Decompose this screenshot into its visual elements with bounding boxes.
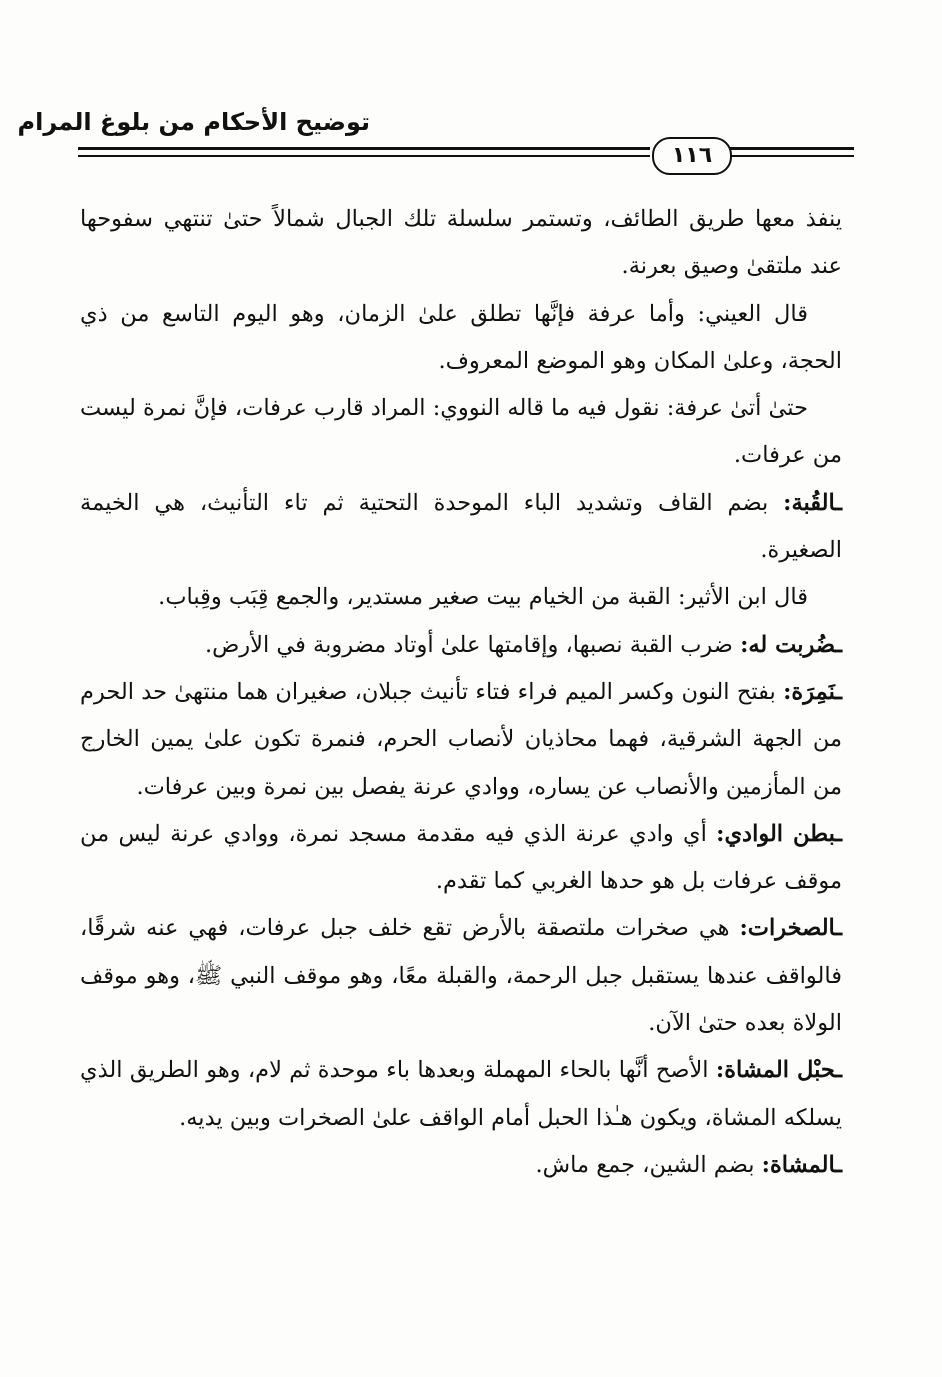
- entry-term: حبْل المشاة:: [715, 1057, 836, 1084]
- header-rule-right-top: [730, 147, 854, 150]
- entry-dash: ـ: [835, 678, 842, 705]
- entry-text: قال ابن الأثير: القبة من الخيام بيت صغير مستدير، والجمع قِبَب وقِباب.: [158, 584, 808, 611]
- entry-term: المشاة:: [761, 1151, 836, 1178]
- paragraph: حتىٰ أتىٰ عرفة: نقول فيه ما قاله النووي: المراد قارب عرفات، فإنَّ نمرة ليست من عرفات.: [80, 395, 842, 469]
- glossary-entry: [80, 905, 842, 1047]
- entry-dash: ـ: [835, 915, 842, 942]
- glossary-entry: [80, 1142, 842, 1189]
- entry-dash: ـ: [835, 1057, 843, 1084]
- entry-dash: ـ: [835, 820, 842, 847]
- entry-term: القُبة:: [783, 489, 836, 516]
- entry-text: أي وادي عرنة الذي فيه مقدمة مسجد نمرة، ووادي عرنة ليس من موقف عرفات بل هو حدها الغربي كما تقدم.: [80, 820, 842, 895]
- glossary-entry: [80, 622, 842, 669]
- paragraph: ينفذ معها طريق الطائف، وتستمر سلسلة تلك الجبال شمالاً حتىٰ تنتهي سفوحها عند ملتقىٰ وصيق بعرنة.: [80, 206, 842, 280]
- entry-text: الأصح أنَّها بالحاء المهملة وبعدها باء موحدة ثم لام، وهو الطريق الذي يسلكه المشاة، ويكون هـٰذا الحبل أمام الواقف علىٰ الصخرات وبين يديه.: [80, 1057, 842, 1131]
- entry-text: بضم الشين، جمع ماش.: [535, 1151, 762, 1178]
- header-rule-left-bottom: [78, 155, 650, 157]
- entry-term: بطن الوادي:: [716, 820, 836, 847]
- entry-text: ضرب القبة نصبها، وإقامتها علىٰ أوتاد مضروبة في الأرض.: [204, 631, 741, 658]
- glossary-entry: [80, 811, 842, 906]
- entry-text: بفتح النون وكسر الميم فراء فتاء تأنيث جبلان، صغيران هما منتهىٰ حد الحرم من الجهة الشرقية، فهما محاذيان لأنصاب الحرم، فنمرة تكون علىٰ يمين الخارج من المأزمين والأنصاب عن يساره، ووادي عرنة يفصل بين نمرة وبين عرفات.: [80, 678, 842, 800]
- glossary-entry: [80, 669, 842, 811]
- entry-term: الصخرات:: [739, 915, 836, 942]
- header-rule-left-top: [78, 147, 650, 150]
- header-rule-right-bottom: [730, 155, 854, 157]
- entry-term: ضُربت له:: [740, 631, 836, 658]
- page-number: ١١٦: [652, 137, 732, 175]
- entry-dash: ـ: [835, 631, 842, 658]
- page-body: [80, 196, 842, 1189]
- entry-text: هي صخرات ملتصقة بالأرض تقع خلف جبل عرفات، فهي عنه شرقًا، فالواقف عندها يستقبل جبل الرحمة، والقبلة معًا، وهو موقف النبي ﷺ، وهو موقف الولاة بعده حتىٰ الآن.: [80, 915, 842, 1037]
- paragraph: قال العيني: وأما عرفة فإنَّها تطلق علىٰ الزمان، وهو اليوم التاسع من ذي الحجة، وعلىٰ المكان وهو الموضع المعروف.: [80, 300, 842, 374]
- glossary-entry: [80, 1047, 842, 1142]
- entry-term: نَمِرَة:: [783, 678, 836, 705]
- entry-text: بضم القاف وتشديد الباء الموحدة التحتية ثم تاء التأنيث، هي الخيمة الصغيرة.: [80, 489, 842, 564]
- entry-dash: ـ: [835, 489, 842, 516]
- running-header-title: توضيح الأحكام من بلوغ المرام: [17, 108, 370, 136]
- entry-dash: ـ: [835, 1151, 842, 1178]
- glossary-entry: [80, 574, 842, 621]
- glossary-entry: [80, 480, 842, 575]
